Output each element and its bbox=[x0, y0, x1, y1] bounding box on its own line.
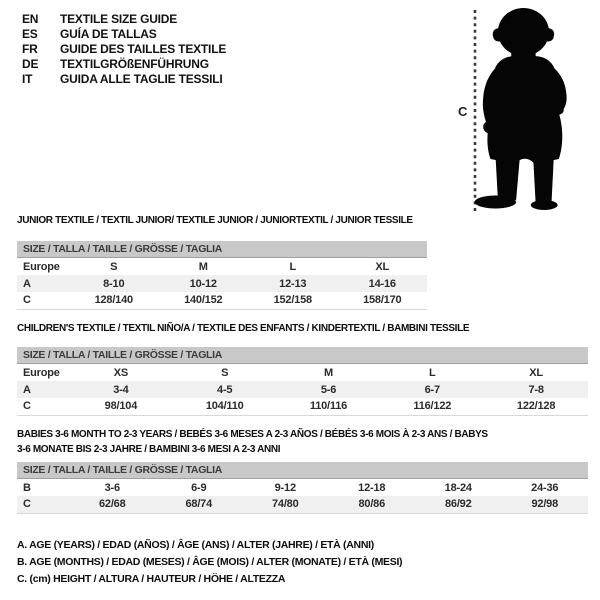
footnote-b: B. AGE (MONTHS) / EDAD (MESES) / ÂGE (MOIS) / ALTER (MONATE) / ETÀ (MESI) bbox=[17, 556, 403, 568]
value-cell: 7-8 bbox=[528, 383, 544, 396]
language-row bbox=[22, 42, 226, 57]
value-cell: M bbox=[324, 366, 333, 379]
value-cell: 4-5 bbox=[217, 383, 233, 396]
value-cell: L bbox=[429, 366, 436, 379]
guide-title-fr: GUIDE DES TAILLES TEXTILE bbox=[60, 41, 227, 56]
value-cell: 6-7 bbox=[424, 383, 440, 396]
value-cell: XS bbox=[113, 366, 129, 379]
table-row bbox=[17, 479, 588, 496]
language-legend bbox=[22, 12, 226, 86]
toddler-silhouette bbox=[475, 8, 567, 210]
row-label-cell: C bbox=[23, 498, 31, 511]
value-cell: 3-4 bbox=[113, 383, 129, 396]
table-row bbox=[17, 258, 427, 275]
junior-size-table bbox=[17, 258, 427, 310]
row-label-cell: A bbox=[23, 277, 31, 290]
guide-title-es: GUÍA DE TALLAS bbox=[60, 27, 157, 42]
table-row bbox=[17, 275, 427, 292]
language-code: FR bbox=[22, 41, 38, 56]
height-figure bbox=[452, 4, 594, 218]
value-cell: 12-13 bbox=[279, 277, 307, 290]
language-row bbox=[22, 27, 226, 42]
language-code: DE bbox=[22, 56, 39, 71]
value-cell: 86/92 bbox=[444, 498, 472, 511]
guide-title-it: GUIDA ALLE TAGLIE TESSILI bbox=[60, 71, 223, 86]
value-cell: 8-10 bbox=[103, 277, 125, 290]
babies-size-table bbox=[17, 479, 588, 514]
value-cell: 80/86 bbox=[358, 498, 386, 511]
footnote-c: C. (cm) HEIGHT / ALTURA / HAUTEUR / HÖHE / ALTEZZA bbox=[17, 573, 286, 585]
value-cell: 98/104 bbox=[104, 400, 138, 413]
table-row bbox=[17, 398, 588, 415]
language-row bbox=[22, 71, 226, 86]
babies-textile-section bbox=[17, 427, 588, 514]
footnote-a: A. AGE (YEARS) / EDAD (AÑOS) / ÂGE (ANS) / ALTER (JAHRE) / ETÀ (ANNI) bbox=[17, 539, 374, 551]
size-header-bar: SIZE / TALLA / TAILLE / GRÖSSE / TAGLIA bbox=[17, 241, 427, 258]
value-cell: 158/170 bbox=[363, 294, 402, 307]
value-cell: S bbox=[110, 260, 118, 273]
row-label-cell: C bbox=[23, 294, 31, 307]
value-cell: 18-24 bbox=[444, 481, 472, 494]
size-header-bar: SIZE / TALLA / TAILLE / GRÖSSE / TAGLIA bbox=[17, 347, 588, 364]
value-cell: L bbox=[289, 260, 297, 273]
value-cell: 9-12 bbox=[274, 481, 296, 494]
value-cell: 122/128 bbox=[516, 400, 556, 413]
guide-title-de: TEXTILGRÖßENFÜHRUNG bbox=[60, 56, 209, 71]
childrens-textile-title: CHILDREN'S TEXTILE / TEXTIL NIÑO/A / TEXTILE DES ENFANTS / KINDERTEXTIL / BAMBINI TESSILE bbox=[17, 323, 470, 334]
row-label-cell: B bbox=[23, 481, 31, 494]
toddler-silhouette-figure bbox=[452, 4, 594, 218]
junior-textile-title: JUNIOR TEXTILE / TEXTIL JUNIOR/ TEXTILE JUNIOR / JUNIORTEXTIL / JUNIOR TESSILE bbox=[17, 215, 413, 226]
value-cell: 140/152 bbox=[184, 294, 223, 307]
row-label-cell: Europe bbox=[23, 366, 60, 379]
value-cell: 116/122 bbox=[413, 400, 452, 413]
value-cell: XL bbox=[529, 366, 543, 379]
value-cell: 128/140 bbox=[94, 294, 133, 307]
footnotes bbox=[17, 537, 402, 588]
value-cell: M bbox=[198, 260, 208, 273]
table-row bbox=[17, 381, 588, 398]
value-cell: S bbox=[221, 366, 229, 379]
row-label-cell: Europe bbox=[23, 260, 60, 273]
value-cell: 14-16 bbox=[368, 277, 396, 290]
value-cell: 10-12 bbox=[189, 277, 217, 290]
table-row bbox=[17, 364, 588, 381]
value-cell: 24-36 bbox=[531, 481, 559, 494]
row-label-cell: C bbox=[23, 400, 31, 413]
value-cell: XL bbox=[375, 260, 390, 273]
size-header-bar: SIZE / TALLA / TAILLE / GRÖSSE / TAGLIA bbox=[17, 462, 588, 479]
value-cell: 6-9 bbox=[191, 481, 207, 494]
value-cell: 68/74 bbox=[185, 498, 213, 511]
value-cell: 152/158 bbox=[273, 294, 312, 307]
row-label-cell: A bbox=[23, 383, 31, 396]
value-cell: 3-6 bbox=[104, 481, 120, 494]
language-row bbox=[22, 56, 226, 71]
language-code: ES bbox=[22, 27, 38, 42]
language-row bbox=[22, 12, 226, 27]
childrens-textile-section bbox=[17, 322, 588, 416]
value-cell: 74/80 bbox=[271, 498, 299, 511]
value-cell: 110/116 bbox=[309, 400, 348, 413]
language-code: EN bbox=[22, 12, 39, 27]
junior-textile-section bbox=[17, 214, 427, 310]
guide-title-en: TEXTILE SIZE GUIDE bbox=[60, 12, 178, 27]
value-cell: 12-18 bbox=[358, 481, 386, 494]
value-cell: 104/110 bbox=[205, 400, 244, 413]
table-row bbox=[17, 496, 588, 513]
height-marker-label: C bbox=[458, 104, 468, 119]
value-cell: 62/68 bbox=[98, 498, 126, 511]
value-cell: 92/98 bbox=[531, 498, 559, 511]
table-row bbox=[17, 292, 427, 309]
value-cell: 5-6 bbox=[320, 383, 337, 396]
childrens-size-table bbox=[17, 364, 588, 416]
language-code: IT bbox=[22, 71, 33, 86]
babies-textile-title: BABIES 3-6 MONTH TO 2-3 YEARS / BEBÉS 3-6 MESES A 2-3 AÑOS / BÉBÉS 3-6 MOIS À 2-3 ANS / BABYS 3-6 MONATE BIS 2-3 JAHRE / BAMBINI 3-6 MESI A 2-3 ANNI bbox=[17, 429, 488, 455]
